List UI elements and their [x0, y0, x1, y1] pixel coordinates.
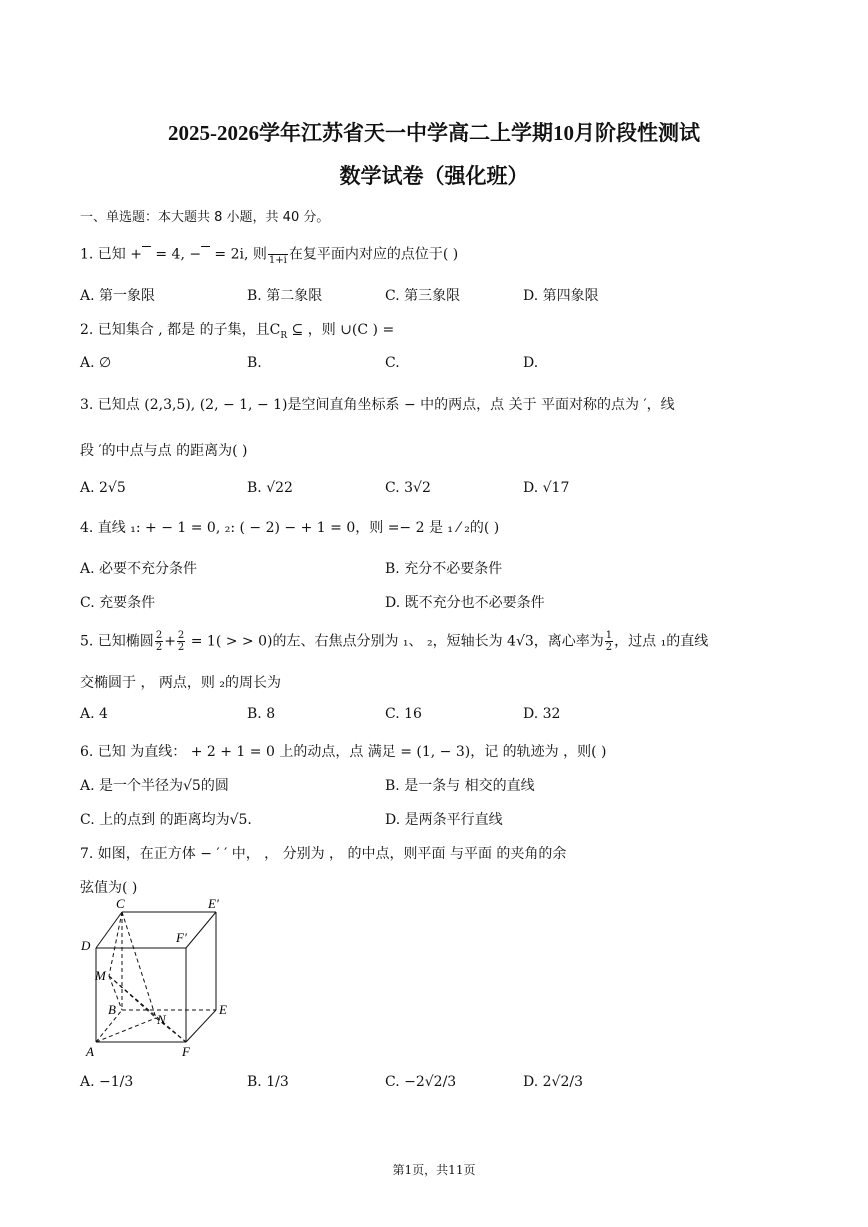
- label-B: B: [108, 1002, 116, 1017]
- label-N: N: [157, 1012, 166, 1027]
- q6-option-a[interactable]: A. 是一个半径为√5的圆: [80, 778, 229, 794]
- question-2: 2. 已知集合 , 都是 的子集，且$C_R$ ⊆ ，则 ∪(C ) =: [80, 322, 395, 341]
- label-D: D: [81, 938, 91, 953]
- question-7-line-2: 弦值为( ): [80, 880, 138, 896]
- question-4: 4. 直线 ₁: + − 1 = 0, ₂: ( − 2) − + 1 = 0，则 =− 2 是 ₁ ⁄ ₂的( ): [80, 520, 500, 536]
- q5-option-d[interactable]: D. 32: [523, 706, 561, 722]
- question-3-line-2: 段 ′的中点与点 的距离为( ): [80, 443, 248, 459]
- q3-option-c[interactable]: C. 3√2: [385, 480, 431, 496]
- fraction: 1+i: [268, 243, 288, 266]
- cube-figure: [76, 898, 241, 1063]
- q1-option-a[interactable]: A. 第一象限: [80, 288, 156, 304]
- q1-option-d[interactable]: D. 第四象限: [523, 288, 599, 304]
- question-5-line-2: 交椭圆于 ， 两点，则 ₂的周长为: [80, 675, 281, 691]
- q1-option-b[interactable]: B. 第二象限: [247, 288, 323, 304]
- q2-option-b[interactable]: B.: [247, 355, 262, 371]
- q3-option-d[interactable]: D. √17: [523, 480, 570, 496]
- q5-option-a[interactable]: A. 4: [80, 706, 108, 722]
- label-E-prime: E′: [208, 898, 219, 911]
- label-E: E: [219, 1002, 227, 1017]
- q5-option-b[interactable]: B. 8: [247, 706, 276, 722]
- q2-option-d[interactable]: D.: [523, 355, 539, 371]
- q4-option-b[interactable]: B. 充分不必要条件: [385, 561, 503, 577]
- q5-option-c[interactable]: C. 16: [385, 706, 422, 722]
- q6-option-c[interactable]: C. 上的点到 的距离均为√5.: [80, 812, 252, 828]
- q2-option-a[interactable]: A. ∅: [80, 355, 112, 371]
- q2-option-c[interactable]: C.: [385, 355, 400, 371]
- q7-option-d[interactable]: D. 2√2/3: [523, 1074, 583, 1090]
- question-5-line-1: 5. 已知椭圆 $\frac{2}{2}$ + $\frac{2}{2}$ = 1( > > 0)的左、右焦点分别为 ₁、 ₂，短轴长为 4√3，离心率为 $\frac{1}{2}$ ，过点 ₁的直线: [80, 630, 709, 653]
- q1-option-c[interactable]: C. 第三象限: [385, 288, 461, 304]
- question-1: 1. 已知 + = 4, − = 2i, 则 1+i 在复平面内对应的点位于( ): [80, 243, 458, 266]
- q7-option-b[interactable]: B. 1/3: [247, 1074, 289, 1090]
- q4-option-c[interactable]: C. 充要条件: [80, 595, 156, 611]
- question-6: 6. 已知 为直线： + 2 + 1 = 0 上的动点，点 满足 = (1, − 3)，记 的轨迹为 ，则( ): [80, 744, 607, 760]
- q7-option-c[interactable]: C. −2√2/3: [385, 1074, 457, 1090]
- q3-option-b[interactable]: B. √22: [247, 480, 293, 496]
- label-F: F: [182, 1044, 190, 1059]
- q3-option-a[interactable]: A. 2√5: [80, 480, 126, 496]
- page-footer: 第1页，共11页: [392, 1163, 476, 1177]
- label-C: C: [116, 898, 125, 911]
- label-F-prime: F′: [176, 930, 187, 945]
- title-line-1: 2025-2026学年江苏省天一中学高二上学期10月阶段性测试: [168, 121, 700, 145]
- q6-option-b[interactable]: B. 是一条与 相交的直线: [385, 778, 535, 794]
- section-header: 一、单选题：本大题共 8 小题，共 40 分。: [80, 210, 330, 225]
- question-7-line-1: 7. 如图，在正方体 − ′ ′ 中， ， 分别为 ， 的中点，则平面 与平面 的夹角的余: [80, 846, 567, 862]
- question-3-line-1: 3. 已知点 (2,3,5), (2, − 1, − 1)是空间直角坐标系 − 中的两点，点 关于 平面对称的点为 ′，线: [80, 397, 675, 413]
- label-A: A: [86, 1044, 94, 1059]
- title-line-2: 数学试卷（强化班）: [339, 164, 529, 188]
- q6-option-d[interactable]: D. 是两条平行直线: [385, 812, 503, 828]
- q4-option-a[interactable]: A. 必要不充分条件: [80, 561, 198, 577]
- label-M: M: [95, 968, 106, 983]
- q4-option-d[interactable]: D. 既不充分也不必要条件: [385, 595, 545, 611]
- q7-option-a[interactable]: A. −1/3: [80, 1074, 134, 1090]
